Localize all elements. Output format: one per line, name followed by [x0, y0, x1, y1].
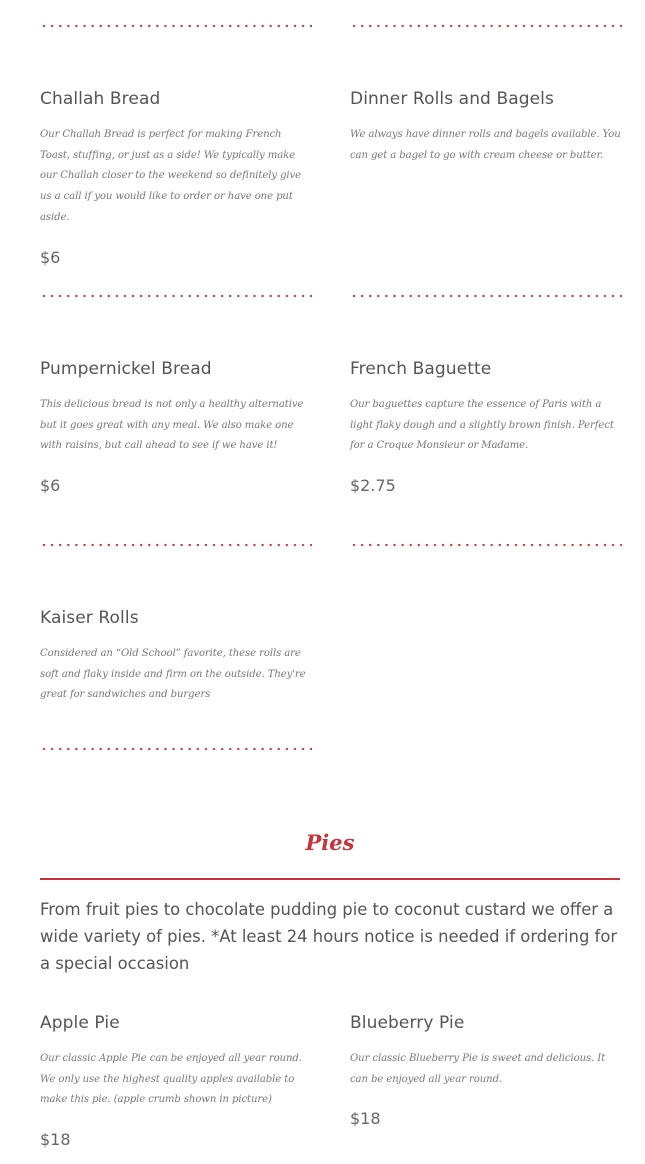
dotted-divider: [40, 294, 312, 298]
item-description: Our classic Blueberry Pie is sweet and delicious. It can be enjoyed all year round.: [350, 1053, 606, 1085]
item-name: French Baguette: [350, 359, 492, 379]
dotted-divider: [350, 543, 622, 547]
dotted-divider: [350, 24, 622, 28]
item-name: Dinner Rolls and Bagels: [350, 89, 554, 109]
item-price: $18: [350, 1109, 381, 1129]
item-name: Challah Bread: [40, 89, 161, 109]
item-description: This delicious bread is not only a healthy alternative but it goes great with any meal. We also make one with raisins, but call ahead to see if we have it!: [40, 399, 304, 452]
item-name: Kaiser Rolls: [40, 608, 139, 628]
menu-item-apple-pie: [40, 1012, 312, 1151]
item-price: $6: [40, 476, 61, 496]
dotted-divider: [350, 294, 622, 298]
section-intro: From fruit pies to chocolate pudding pie to coconut custard we offer a wide variety of pies. *At least 24 hours notice is needed if ordering for a special occasion: [40, 900, 618, 973]
dotted-divider: [40, 24, 312, 28]
item-description: Considered an “Old School” favorite, these rolls are soft and flaky inside and firm on the outside. They're great for sandwiches and burgers: [40, 648, 306, 701]
section-title-pies: Pies: [305, 830, 355, 855]
item-price: $2.75: [350, 476, 396, 496]
item-description: Our Challah Bread is perfect for making French Toast, stuffing, or just as a side! We typically make our Challah closer to the weekend so definitely give us a call if you would like to order or have one put aside.: [40, 129, 302, 223]
item-price: $6: [40, 247, 61, 267]
menu-item-kaiser-rolls: [40, 607, 312, 706]
item-description: Our baguettes capture the essence of Paris with a light flaky dough and a slightly brown finish. Perfect for a Croque Monsieur or Madame.: [350, 399, 614, 452]
section-divider: [40, 878, 620, 880]
item-description: We always have dinner rolls and bagels available. You can get a bagel to go with cream cheese or butter.: [350, 129, 621, 161]
menu-item-blueberry-pie: [350, 1012, 622, 1130]
dotted-divider: [40, 543, 312, 547]
item-price: $18: [40, 1130, 71, 1150]
menu-item-pumpernickel-bread: [40, 358, 312, 497]
menu-item-french-baguette: [350, 358, 622, 497]
menu-item-dinner-rolls-and-bagels: [350, 88, 622, 166]
dotted-divider: [40, 747, 312, 751]
item-description: Our classic Apple Pie can be enjoyed all year round. We only use the highest quality apples available to make this pie. (apple crumb shown in picture): [40, 1053, 302, 1106]
item-name: Apple Pie: [40, 1013, 120, 1033]
item-name: Blueberry Pie: [350, 1013, 465, 1033]
item-name: Pumpernickel Bread: [40, 359, 212, 379]
menu-item-challah-bread: [40, 88, 312, 269]
